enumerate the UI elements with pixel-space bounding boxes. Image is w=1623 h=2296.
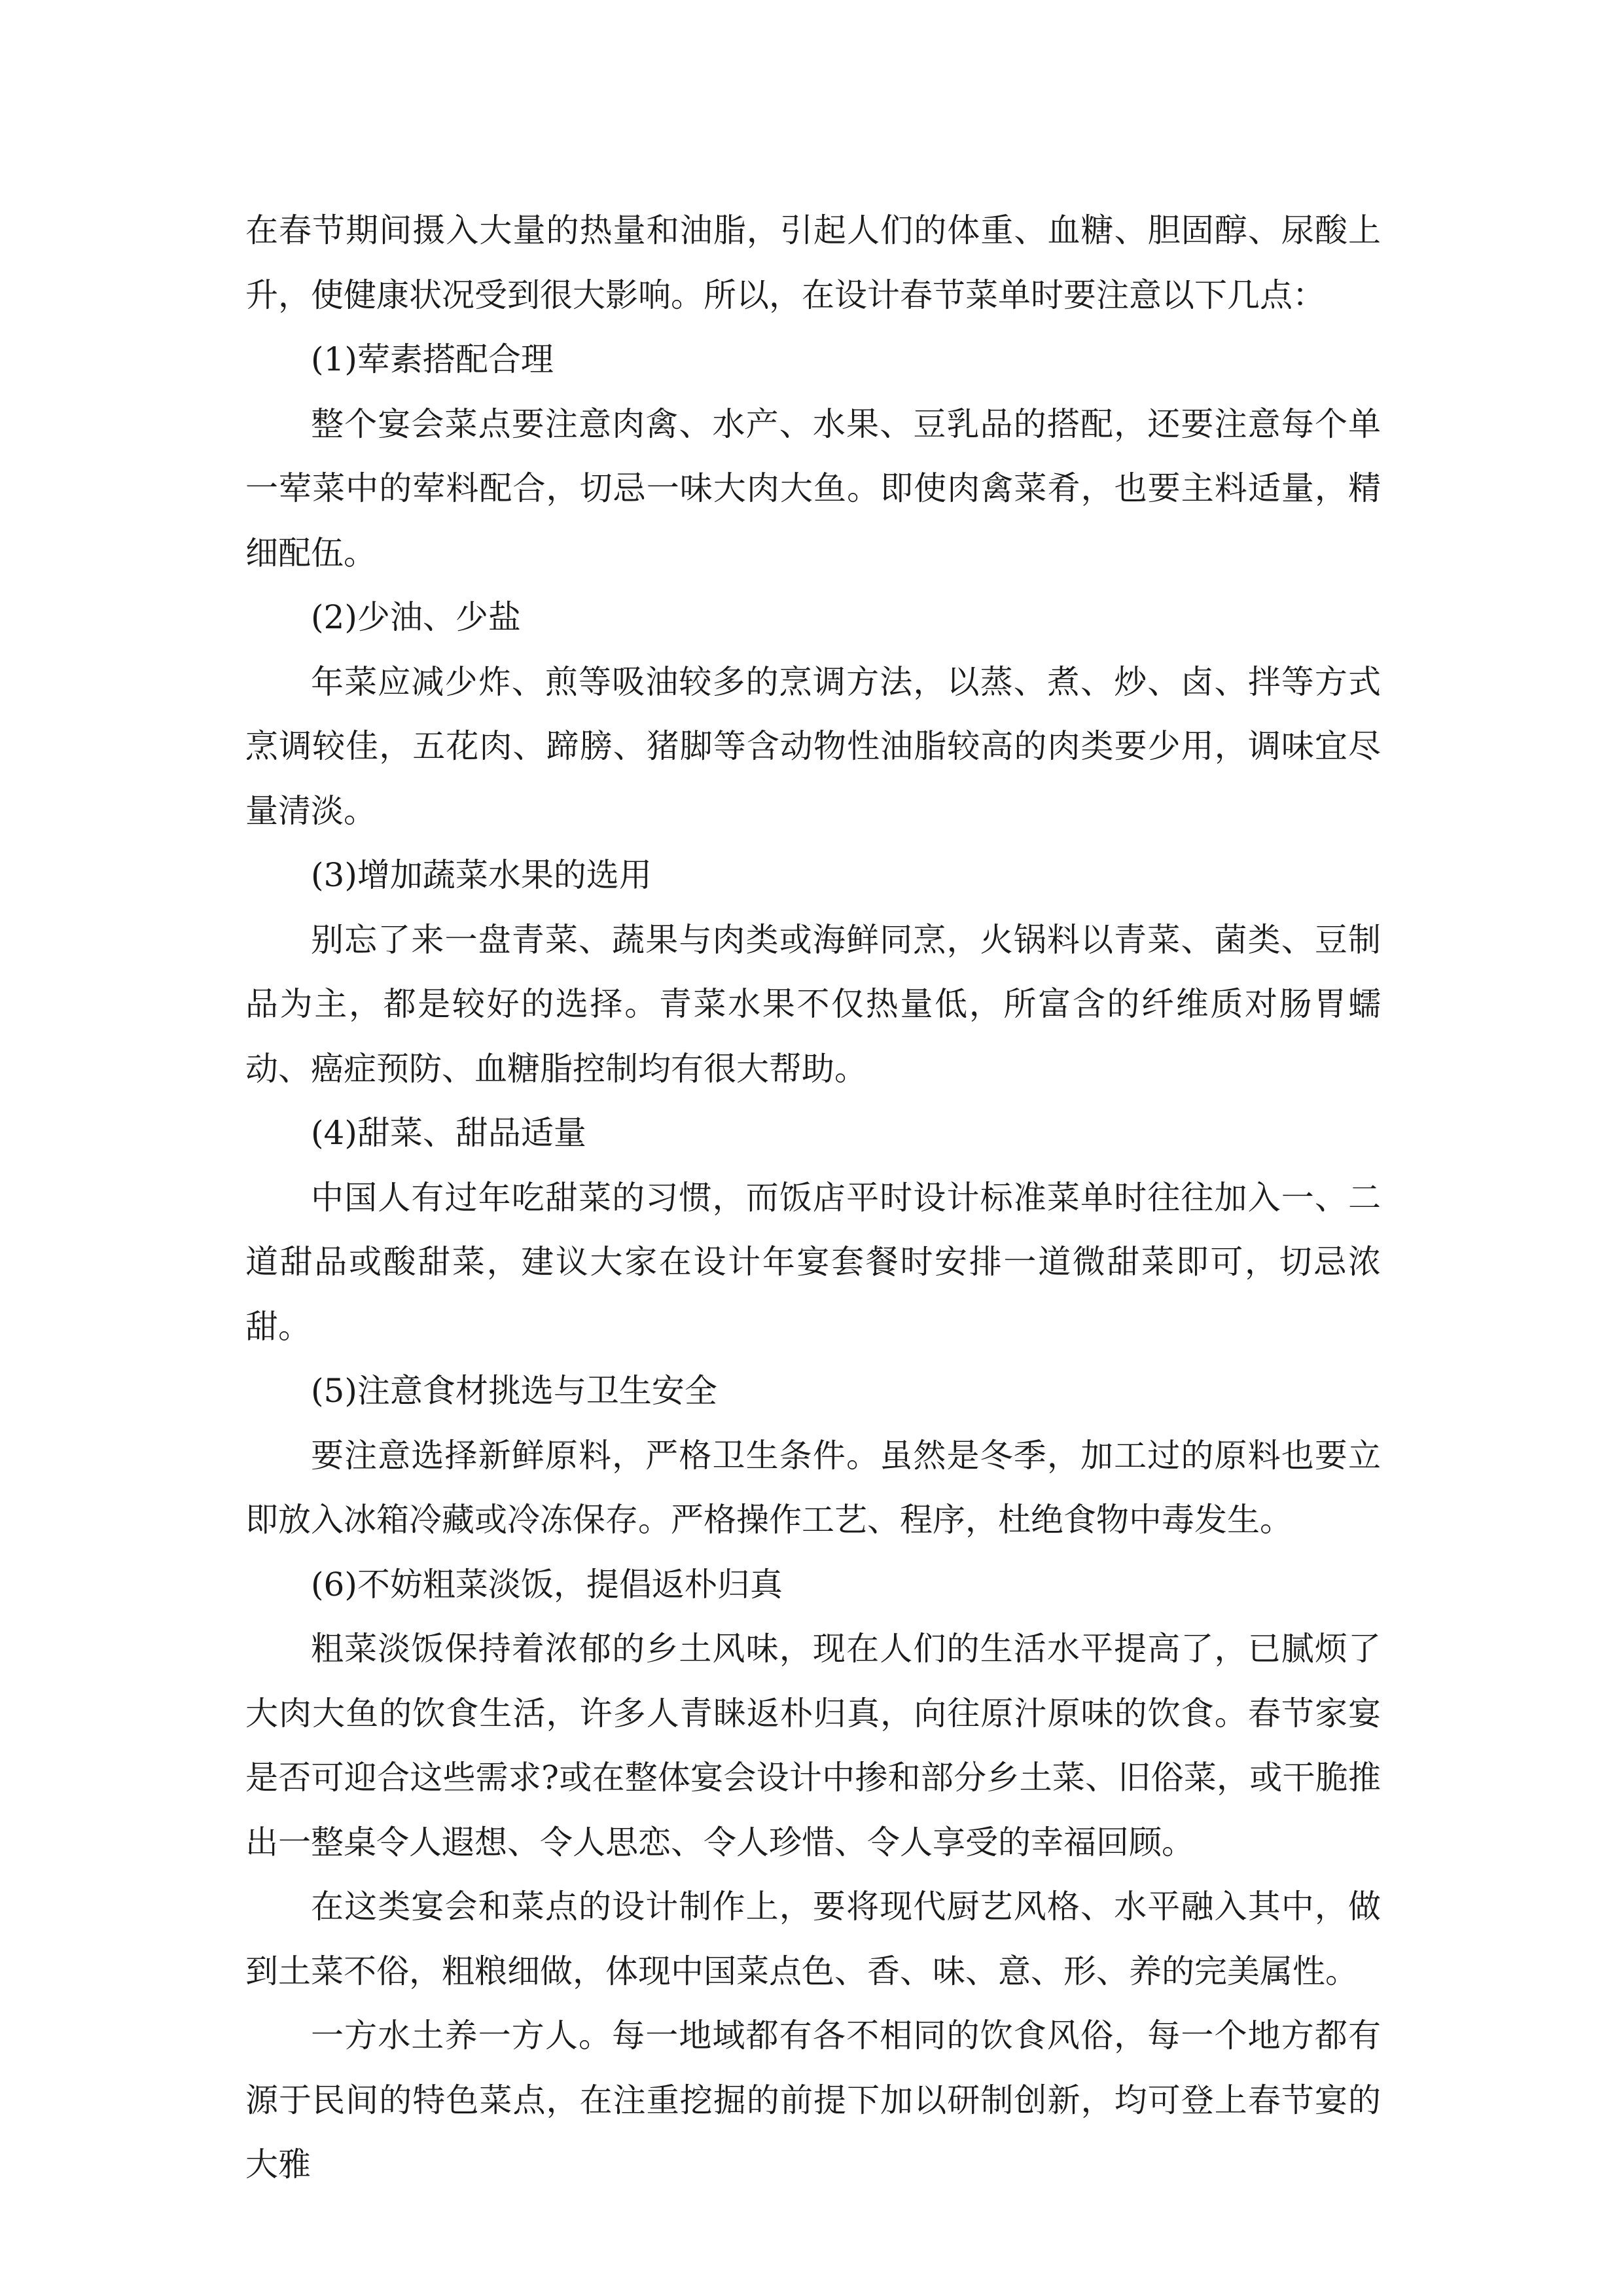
paragraph-5: 要注意选择新鲜原料，严格卫生条件。虽然是冬季，加工过的原料也要立即放入冰箱冷藏或冷冻保存。严格操作工艺、程序，杜绝食物中毒发生。 (245, 1436, 1381, 1539)
paragraph-4: 中国人有过年吃甜菜的习惯，而饭店平时设计标准菜单时往往加入一、二道甜品或酸甜菜，建议大家在设计年宴套餐时安排一道微甜菜即可，切忌浓甜。 (245, 1178, 1381, 1346)
paragraph-6: 粗菜淡饭保持着浓郁的乡土风味，现在人们的生活水平提高了，已腻烦了大肉大鱼的饮食生活，许多人青睐返朴归真，向往原汁原味的饮食。春节家宴是否可迎合这些需求?或在整体宴会设计中掺和部分乡土菜、旧俗菜，或干脆推出一整桌令人遐想、令人思恋、令人珍惜、令人享受的幸福回顾。 (245, 1630, 1381, 1861)
section-heading-2: (2)少油、少盐 (311, 598, 521, 636)
paragraph-3: 别忘了来一盘青菜、蔬果与肉类或海鲜同烹，火锅料以青菜、菌类、豆制品为主，都是较好的选择。青菜水果不仅热量低，所富含的纤维质对肠胃蠕动、癌症预防、血糖脂控制均有很大帮助。 (245, 920, 1381, 1088)
section-heading-5: (5)注意食材挑选与卫生安全 (311, 1372, 717, 1410)
paragraph-1: 整个宴会菜点要注意肉禽、水产、水果、豆乳品的搭配，还要注意每个单一荤菜中的荤料配合，切忌一味大肉大鱼。即使肉禽菜肴，也要主料适量，精细配伍。 (245, 404, 1381, 572)
section-heading-1: (1)荤素搭配合理 (311, 340, 554, 378)
paragraph-intro: 在春节期间摄入大量的热量和油脂，引起人们的体重、血糖、胆固醇、尿酸上升，使健康状况受到很大影响。所以，在设计春节菜单时要注意以下几点： (245, 211, 1381, 314)
section-heading-6: (6)不妨粗菜淡饭，提倡返朴归真 (311, 1565, 783, 1604)
paragraph-7: 在这类宴会和菜点的设计制作上，要将现代厨艺风格、水平融入其中，做到土菜不俗，粗粮细做，体现中国菜点色、香、味、意、形、养的完美属性。 (245, 1888, 1381, 1990)
section-heading-3: (3)增加蔬菜水果的选用 (311, 856, 652, 894)
document-body (245, 198, 1381, 2197)
section-heading-4: (4)甜菜、甜品适量 (311, 1114, 586, 1152)
paragraph-8: 一方水土养一方人。每一地域都有各不相同的饮食风俗，每一个地方都有源于民间的特色菜点，在注重挖掘的前提下加以研制创新，均可登上春节宴的大雅 (245, 2017, 1381, 2183)
paragraph-2: 年菜应减少炸、煎等吸油较多的烹调方法，以蒸、煮、炒、卤、拌等方式烹调较佳，五花肉、蹄膀、猪脚等含动物性油脂较高的肉类要少用，调味宜尽量清淡。 (245, 662, 1381, 830)
